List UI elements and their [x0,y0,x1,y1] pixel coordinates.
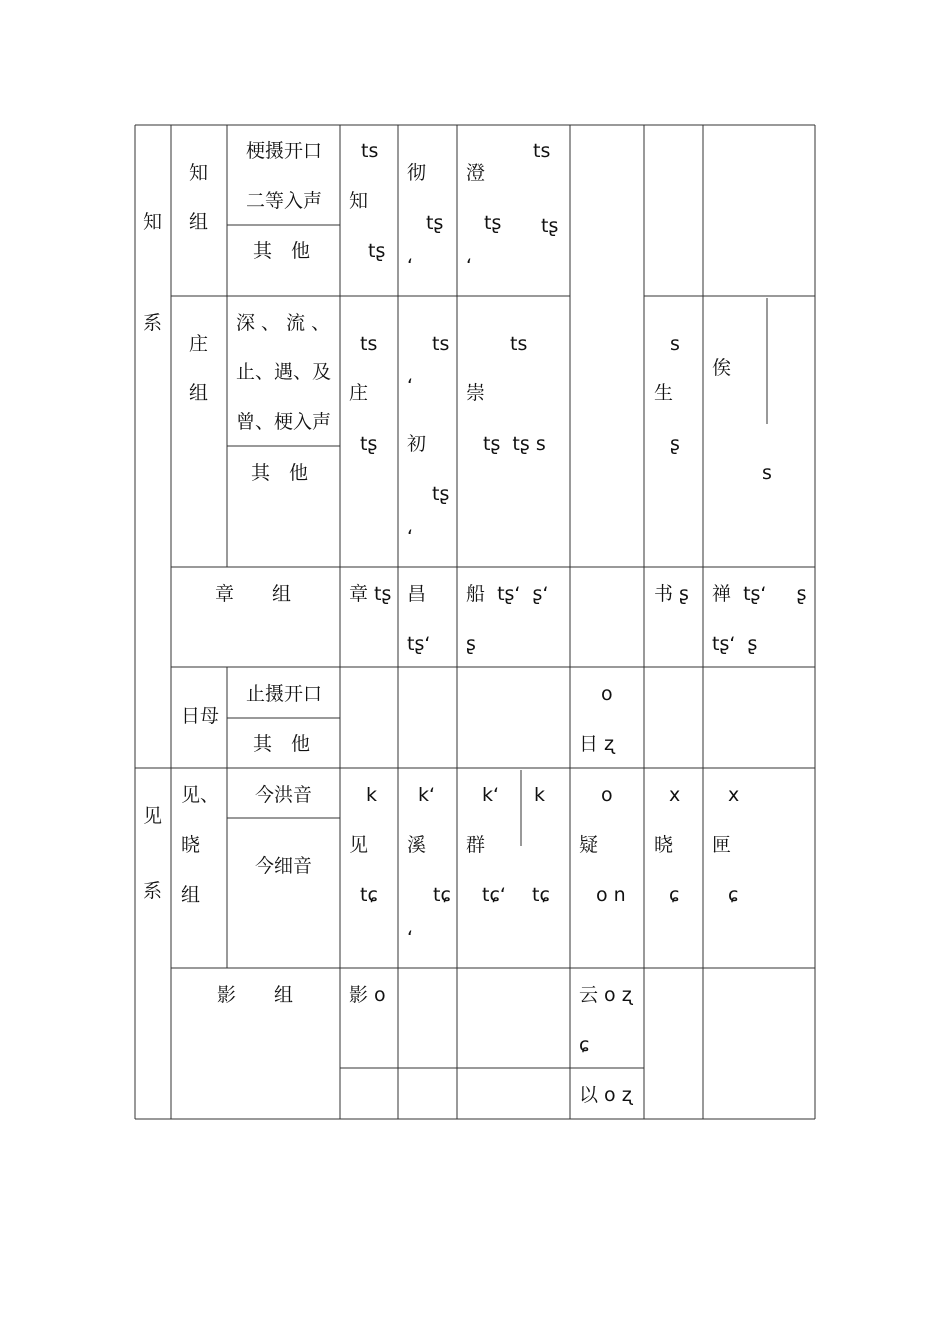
zhi-xi-label-2: 系 [143,312,163,334]
zhi-zu-c1-a: ts [361,140,379,162]
zhang-zu-c6-b: tʂʻ ʂ [712,633,758,655]
zhang-zu-c3-b: ʂ [466,633,476,655]
zhi-zu-c2-a: 彻 [407,162,427,184]
ying-zu-label: 影 组 [217,984,294,1006]
jian-xiao-zu-c2-a: kʻ [418,784,436,806]
jian-xiao-zu-condition-b: 今细音 [255,855,313,877]
zhuang-zu-c3-a: ts [510,333,528,355]
zhang-zu-c5: 书 ʂ [654,583,689,605]
ying-zu-c1: 影 o [349,984,386,1006]
zhi-zu-c1-b: 知 [349,190,369,212]
jian-xi-label-1: 见 [143,805,163,827]
jian-xiao-zu-c4-c: o n [596,884,626,906]
ri-mu-condition-a: 止摄开口 [246,683,323,705]
jian-xiao-zu-c3-c: tɕʻ [482,884,506,906]
ying-zu-c4-a: 云 o ʐ [579,984,632,1006]
jian-xiao-zu-label-2: 晓 [181,834,201,856]
jian-xiao-zu-label-3: 组 [181,884,201,906]
zhang-zu-c6-a: 禅 tʂʻ ʂ [712,583,807,605]
jian-xiao-zu-c4-b: 疑 [579,834,599,856]
jian-xiao-zu-c3-e: tɕ [532,884,550,906]
jian-xiao-zu-label-1: 见、 [181,784,220,806]
jian-xiao-zu-c2-c: tɕ [433,884,451,906]
zhi-zu-c3-b: 澄 [466,162,486,184]
zhi-zu-condition-b: 其 他 [253,240,311,262]
zhuang-zu-c1-a: ts [360,333,378,355]
zhi-zu-c3-c: tʂ [484,212,502,234]
zhuang-zu-c5-b: 生 [654,382,674,404]
ri-mu-c4-a: o [601,683,613,705]
zhuang-zu-c3-c: tʂ tʂ s [483,433,546,455]
zhi-zu-c3-d: tʂ [541,215,559,237]
zhi-xi-label-1: 知 [143,211,163,233]
zhi-zu-label-1: 知 [189,162,209,184]
zhuang-zu-c2-b: ʻ [407,375,414,397]
jian-xiao-zu-c4-a: o [601,784,613,806]
jian-xiao-zu-c5-a: x [669,784,681,806]
zhuang-zu-c2-c: 初 [407,433,427,455]
jian-xiao-zu-c6-c: ɕ [728,884,739,906]
zhi-zu-c3-e: ʻ [466,255,473,277]
jian-xiao-zu-condition-a: 今洪音 [255,784,313,806]
zhuang-zu-condition-b: 其 他 [251,462,309,484]
zhang-zu-c2-b: tʂʻ [407,633,431,655]
jian-xiao-zu-c6-a: x [728,784,740,806]
zhi-zu-c2-c: ʻ [407,255,414,277]
zhuang-zu-c1-c: tʂ [360,433,378,455]
zhuang-zu-c6-a: 俟 [712,357,732,379]
jian-xiao-zu-c1-b: 见 [349,834,369,856]
zhuang-zu-condition-a-3: 曾、梗入声 [236,411,332,433]
jian-xiao-zu-c5-c: ɕ [669,884,680,906]
zhuang-zu-c6-b: s [762,462,772,484]
jian-xi-label-2: 系 [143,880,163,902]
ying-zu-c4-b: ɕ [579,1034,590,1056]
zhuang-zu-c1-b: 庄 [349,382,369,404]
jian-xiao-zu-c3-a: kʻ [482,784,500,806]
jian-xiao-zu-c1-a: k [366,784,378,806]
zhuang-zu-condition-a-1: 深 、 流 、 [236,312,331,334]
ri-mu-c4-b: 日 ʐ [579,733,615,755]
zhi-zu-c1-c: tʂ [368,240,386,262]
jian-xiao-zu-c2-b: 溪 [407,834,427,856]
zhuang-zu-condition-a-2: 止、遇、及 [236,361,332,383]
zhang-zu-c1: 章 tʂ [349,583,392,605]
jian-xiao-zu-c5-b: 晓 [654,834,674,856]
ri-mu-condition-b: 其 他 [253,733,311,755]
zhuang-zu-c5-a: s [670,333,680,355]
zhang-zu-label: 章 组 [215,583,292,605]
zhuang-zu-label-2: 组 [189,382,209,404]
zhi-zu-condition-a-1: 梗摄开口 [246,140,323,162]
jian-xiao-zu-c1-c: tɕ [360,884,378,906]
zhuang-zu-c2-d: tʂ [432,483,450,505]
zhang-zu-c2-a: 昌 [407,583,427,605]
zhuang-zu-c2-e: ʻ [407,526,414,548]
jian-xiao-zu-c2-d: ʻ [407,927,414,949]
zhuang-zu-c2-a: ts [432,333,450,355]
zhuang-zu-label-1: 庄 [189,333,209,355]
zhi-zu-label-2: 组 [189,211,209,233]
zhi-zu-condition-a-2: 二等入声 [246,190,323,212]
ri-mu-label: 日母 [181,705,220,727]
zhang-zu-c3-a: 船 tʂʻ ʂʻ [466,583,549,605]
jian-xiao-zu-c6-b: 匣 [712,834,732,856]
jian-xiao-zu-c3-d: k [534,784,546,806]
zhi-zu-c3-a: ts [533,140,551,162]
zhuang-zu-c5-c: ʂ [670,433,680,455]
jian-xiao-zu-c3-b: 群 [466,834,486,856]
ying-zu-c4-c: 以 o ʐ [579,1084,632,1106]
zhuang-zu-c3-b: 崇 [466,382,486,404]
zhi-zu-c2-b: tʂ [426,212,444,234]
